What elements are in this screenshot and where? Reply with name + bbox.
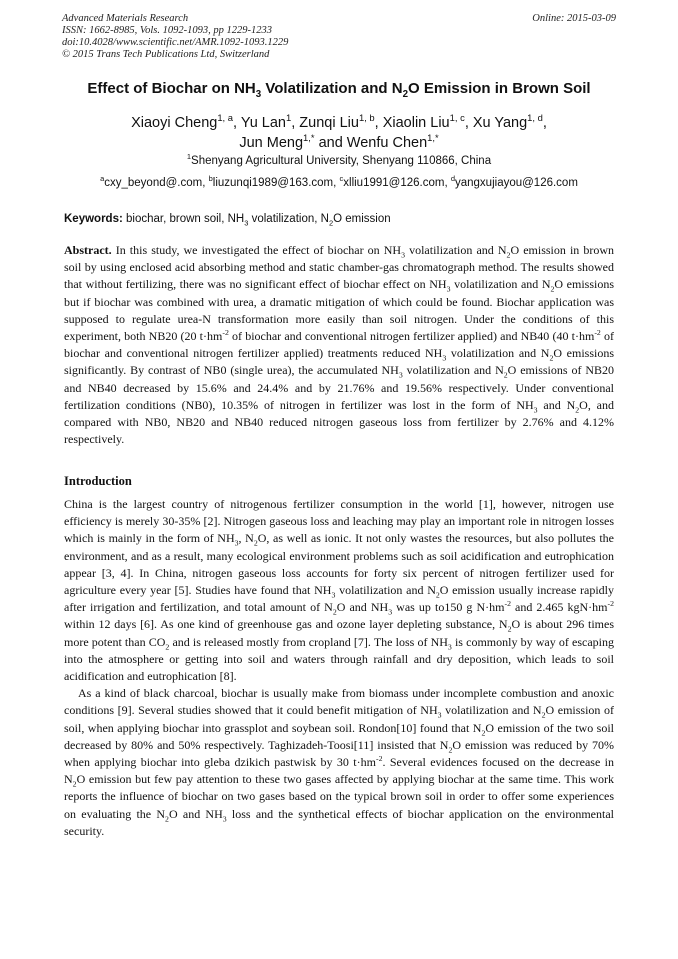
author-affil-mark: 1,* — [427, 132, 439, 144]
subscript: 3 — [401, 250, 405, 260]
keywords-label: Keywords: — [64, 213, 123, 225]
intro-text: volatilization and N — [335, 583, 436, 598]
intro-text: O emission of soil, when applying biochar into grassplot and soybean soil. Rondon[10] found that N — [64, 703, 614, 735]
keywords-text: volatilization, N — [248, 213, 329, 225]
abstract-text: O emissions but if biochar was combined with urea, a dramatic mitigation of which could be found. Biochar application was supposed to regulate urea-N transformation more easily than soil nitrogen. Under the conditions of this experiment, both NB20 (20 t·hm — [64, 277, 614, 344]
subscript: 2 — [541, 710, 546, 720]
author — [239, 132, 315, 151]
intro-text: O, as well as ionic. It not only wastes the resources, but also pollutes the environment, and as a result, many ecological environment problems such as soil acidification and eutrophication appear [3, 4]. In China, nitrogen gaseous loss accounts for forty six percent of nitrogen fertilizer used for agriculture every year [5]. Studies have found that NH — [64, 531, 614, 598]
title-sub-1: 3 — [255, 89, 262, 100]
abstract-text: O emissions significantly. By contrast of NB0 (single urea), the accumulated NH — [64, 346, 615, 378]
keywords-line — [64, 213, 614, 228]
author-name: Zunqi Liu — [299, 115, 359, 131]
abstract-text: volatilization and N — [405, 243, 507, 257]
copyright-line: © 2015 Trans Tech Publications Ltd, Switzerland — [62, 49, 270, 60]
abstract-text: O emission in brown soil by using enclosed acid absorbing method and static chamber-gas chromatograph method. The results showed that without fertilizing, there was no significant effect of biochar effect on NH — [64, 243, 615, 292]
title-text-3: O Emission in Brown Soil — [408, 80, 591, 97]
intro-text: O emission but few pay attention to these two gases affected by applying biochar at the same time. This work reports the influence of biochar on two gases based on the typical brown soil in order to offer some experiences on evaluating the N — [64, 772, 614, 821]
subscript: 3 — [442, 353, 447, 363]
intro-text: was up to150 g N·hm — [392, 600, 505, 615]
paper-title — [40, 80, 638, 98]
intro-text: O emission was reduced by 70% when applying biochar into gleba dzikich pastwisk by 30 t·hm — [64, 737, 614, 770]
intro-text: , N — [238, 531, 254, 546]
author — [472, 112, 543, 131]
email-address[interactable]: cxy_beyond@.com — [104, 177, 203, 189]
email-mark: d — [450, 174, 455, 184]
intro-text: . Several evidences focused on the decrease in N — [64, 755, 615, 787]
email-address[interactable]: xlliu1991@126.com — [343, 177, 445, 189]
intro-text: and 2.465 kgN·hm — [510, 600, 608, 615]
online-date: Online: 2015-03-09 — [532, 13, 616, 24]
abstract-text: of biochar and conventional nitrogen fertilizer applied) treatments reduced NH — [64, 329, 614, 361]
subscript: 2 — [72, 779, 77, 789]
issn-line: ISSN: 1662-8985, Vols. 1092-1093, pp 1229-1233 — [62, 25, 272, 36]
author-affil-mark: 1, a — [217, 112, 234, 124]
superscript: -2 — [594, 328, 601, 338]
intro-paragraph-2 — [64, 685, 614, 840]
subscript: 3 — [331, 590, 336, 600]
intro-text: O emission of the two soil decreased by 80% and 50% respectively. Taghizadeh-Toosi[11] insisted that N — [64, 720, 615, 752]
email-mark: c — [339, 174, 344, 184]
author-name: Wenfu Chen — [346, 135, 428, 151]
doi-line[interactable]: doi:10.4028/www.scientific.net/AMR.1092-1093.1229 — [62, 37, 289, 48]
email-list: $^a$cxy_beyond@.com, $^b$liuzunqi1989@163.com, $^c$xlliu1991@126.com, $^d$yangxujiayou@126.com — [100, 174, 578, 189]
intro-text: As a kind of black charcoal, biochar is usually make from biomass under incomplete combustion and anoxic conditions [9]. Several studies showed that it could benefit mitigation of NH — [64, 686, 614, 718]
author-affil-mark: 1, d — [527, 112, 543, 124]
author — [131, 112, 234, 131]
intro-text: volatilization and N — [441, 703, 542, 718]
intro-text: loss and the synthetical effects of biochar application on the environmental security. — [64, 806, 615, 838]
abstract-text: In this study, we investigated the effect of biochar on NH — [111, 243, 402, 257]
author-affil-mark: 1, b — [358, 112, 375, 124]
author-list: Xiaoyi Cheng$^{1, a}$, Yu Lan$^1$, Zunqi Liu$^{1, b}$, Xiaolin Liu$^{1, c}$, Xu Yang$^{1, d}$, Jun Meng$^{1,*}$ and Wenfu Chen$^{1,*}$ — [131, 112, 547, 151]
keywords-text: O emission — [333, 213, 391, 225]
author-name: Jun Meng — [239, 135, 304, 151]
superscript: -2 — [375, 754, 383, 764]
affiliation — [50, 152, 628, 167]
email-address[interactable]: liuzunqi1989@163.com — [212, 177, 334, 189]
subscript: 3 — [398, 370, 403, 380]
intro-text: O and NH — [336, 600, 389, 615]
subscript: 2 — [506, 250, 511, 260]
abstract-paragraph — [64, 242, 614, 448]
author-name: Xiaolin Liu — [382, 115, 450, 131]
subscript: 3 — [533, 405, 538, 415]
subscript: 3 — [388, 607, 393, 617]
author — [346, 132, 439, 151]
subscript: 2 — [503, 370, 508, 380]
author-affil-mark: 1 — [286, 112, 292, 124]
subscript: 2 — [507, 624, 512, 634]
section-heading-introduction: Introduction — [64, 474, 132, 488]
intro-text: and is released mostly from cropland [7]. The loss of NH — [169, 634, 448, 649]
introduction-body — [64, 496, 614, 840]
subscript: 3 — [447, 642, 452, 652]
journal-header — [62, 13, 616, 61]
author-affil-mark: 1,* — [303, 132, 315, 144]
superscript: -2 — [222, 328, 229, 338]
author-name: Xiaoyi Cheng — [131, 115, 218, 131]
keywords-text: biochar, brown soil, NH — [122, 213, 245, 225]
subscript: 2 — [575, 405, 580, 415]
intro-text: China is the largest country of nitrogenous fertilizer consumption in the world [1], however, nitrogen use efficiency is merely 30-35% [2]. Nitrogen gaseous loss and leaching may play an important role in nitrogen losses which is mainly in the form of NH — [64, 497, 614, 546]
author-name: Xu Yang — [472, 115, 528, 131]
author — [382, 112, 465, 131]
subscript: 2 — [165, 814, 169, 824]
email-mark: b — [208, 174, 213, 184]
author-name: Yu Lan — [240, 115, 286, 131]
intro-text: O is about 296 times more potent than CO — [64, 617, 615, 649]
intro-text: within 12 days [6]. As one kind of greenhouse gas and ozone layer depleting substance, N — [64, 617, 508, 632]
subscript: 2 — [549, 353, 554, 363]
affil-mark: 1 — [186, 152, 192, 162]
abstract-label: Abstract. — [64, 243, 112, 257]
subscript: 2 — [481, 728, 486, 738]
keywords-sub: 3 — [244, 218, 249, 228]
abstract-text: O emissions of NB20 and NB40 decreased by 15.6% and 24.4% and by 21.76% and 19.56% respectively. Under conventional fertilization conditions (NB0), 10.35% of nitrogen in fertilizer was lost in the form of NH — [64, 363, 615, 412]
subscript: 3 — [437, 710, 442, 720]
intro-text: O and NH — [168, 806, 223, 821]
title-text-2: Volatilization and N — [261, 80, 403, 97]
subscript: 2 — [253, 538, 258, 548]
subscript: 2 — [165, 642, 170, 652]
abstract-text: of biochar and conventional nitrogen fertilizer applied) and NB40 (40 t·hm — [228, 329, 595, 344]
subscript: 3 — [222, 814, 227, 824]
title-text-1: Effect of Biochar on NH — [87, 80, 256, 97]
affil-text: Shenyang Agricultural University, Shenyang 110866, China — [191, 155, 492, 167]
subscript: 2 — [332, 607, 337, 617]
keywords-sub: 2 — [328, 218, 334, 228]
abstract-text: volatilization and N — [402, 363, 504, 378]
intro-text: is commonly by way of escaping into the atmosphere or getting into soil and waters through rainfall and dry deposition, which leads to soil acidification and eutrophication [8]. — [64, 634, 614, 684]
abstract-text: volatilization and N — [446, 346, 550, 361]
author — [240, 112, 292, 131]
author — [299, 112, 375, 131]
abstract-text: and N — [537, 397, 576, 412]
subscript: 2 — [448, 745, 453, 755]
abstract-text: volatilization and N — [450, 277, 551, 292]
superscript: -2 — [504, 599, 511, 609]
superscript: -2 — [607, 599, 615, 609]
intro-text: O emission usually increase rapidly after irrigation and fertilization, and total amount of N — [64, 583, 615, 615]
abstract-text: O, and compared with NB0, NB20 and NB40 reduced nitrogen gaseous loss from fertilizer by 2.76% and 4.12% respectively. — [64, 397, 615, 447]
email-mark: a — [100, 174, 105, 184]
title-sub-2: 2 — [402, 89, 409, 100]
email-address[interactable]: yangxujiayou@126.com — [455, 177, 578, 189]
journal-name: Advanced Materials Research — [62, 13, 189, 24]
intro-paragraph-1 — [64, 496, 614, 685]
author-affil-mark: 1, c — [449, 112, 465, 124]
subscript: 3 — [234, 538, 239, 548]
subscript: 2 — [550, 284, 555, 294]
subscript: 2 — [435, 590, 440, 600]
subscript: 3 — [446, 284, 451, 294]
